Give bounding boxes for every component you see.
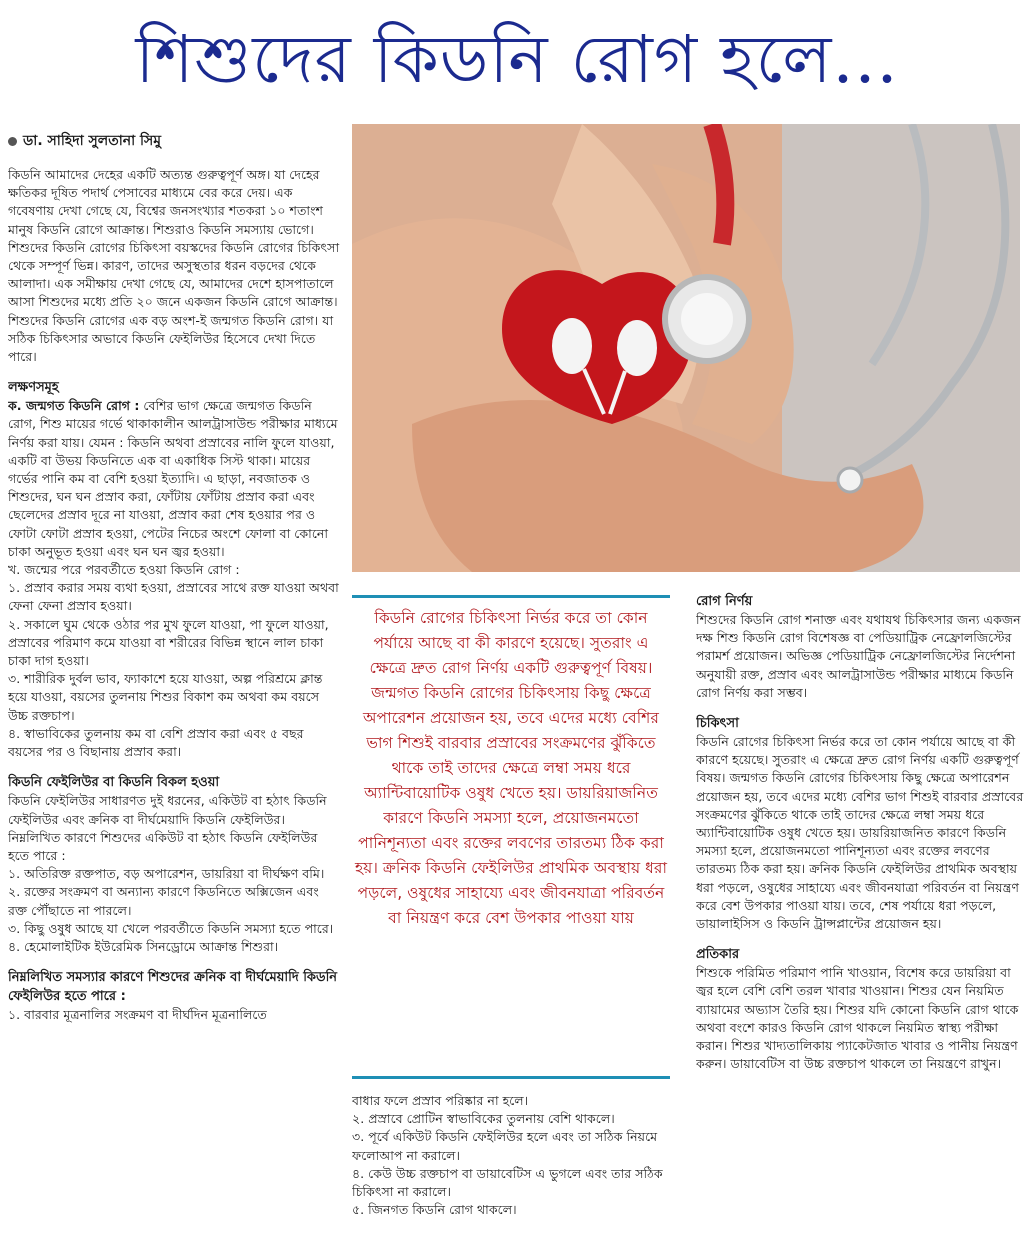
list-item: ২. প্রস্রাবে প্রোটিন স্বাভাবিকের তুলনায় বেশি থাকলে।	[352, 1111, 615, 1127]
symptoms-a-paragraph	[8, 397, 340, 561]
list-item: ২. রক্তের সংক্রমণ বা অন্যান্য কারণে কিডনিতে অক্সিজেন এবং রক্ত পৌঁছাতে না পারলে।	[8, 884, 319, 918]
list-item: ১. অতিরিক্ত রক্তপাত, বড় অপারেশন, ডায়রিয়া বা দীর্ঘক্ষণ বমি।	[8, 866, 325, 882]
symptoms-b-intro: খ. জন্মের পরে পরবর্তীতে হওয়া কিডনি রোগ :	[8, 562, 240, 578]
symptoms-a-label: ক. জন্মগত কিডনি রোগ :	[8, 398, 140, 414]
continuation-text: বাধার ফলে প্রস্রাব পরিষ্কার না হলে।	[352, 1093, 529, 1108]
kidney-icon	[552, 318, 592, 374]
bullet-dot-icon	[8, 137, 17, 146]
failure-heading: কিডনি ফেইলিউর বা কিডনি বিকল হওয়া	[8, 775, 220, 791]
intro-paragraph: কিডনি আমাদের দেহের একটি অত্যন্ত গুরুত্বপূর্ণ অঙ্গ। যা দেহের ক্ষতিকর দূষিত পদার্থ পেসাবের মাধ্যমে বের করে দেয়। এক গবেষণায় দেখা গেছে যে, বিশ্বের জনসংখ্যার শতকরা ১০ শতাংশ মানুষ কিডনি রোগে আক্রান্ত। শিশুরাও কিডনি সমস্যায় ভোগে। শিশুদের কিডনি রোগের চিকিৎসা বয়স্কদের কিডনি রোগের চিকিৎসা থেকে সম্পূর্ণ ভিন্ন। কারণ, তাদের অসুস্থতার ধরন বড়দের থেকে আলাদা। এক সমীক্ষায় দেখা গেছে যে, আমাদের দেশে হাসপাতালে আসা শিশুদের মধ্যে প্রতি ২০ জনে একজন কিডনি রোগে আক্রান্ত। শিশুদের কিডনি রোগের এক বড় অংশ-ই জন্মগত কিডনি রোগ। যা সঠিক চিকিৎসার অভাবে কিডনি ফেইলিউর হিসেবে দেখা দিতে পারে।	[8, 167, 340, 365]
chronic-heading: নিম্নলিখিত সমস্যার কারণে শিশুদের ক্রনিক বা দীর্ঘমেয়াদি কিডনি ফেইলিউর হতে পারে :	[8, 970, 338, 1005]
treatment-heading: চিকিৎসা	[696, 716, 739, 732]
list-item: ৪. স্বাভাবিকের তুলনায় কম বা বেশি প্রস্রাব করা এবং ৫ বছর বয়সের পর ও বিছানায় প্রস্রাব করা।	[8, 725, 304, 760]
byline	[8, 130, 340, 152]
symptoms-a-text: বেশির ভাগ ক্ষেত্রে জন্মগত কিডনি রোগ, শিশু মায়ের গর্ভে থাকাকালীন আলট্রাসাউন্ড পরীক্ষার মাধ্যমে নির্ণয় করা যায়। যেমন : কিডনি অথবা প্রস্রাবের নালি ফুলে যাওয়া, একটি বা উভয় কিডনিতে এক বা একাধিক সিস্ট থাকা। মায়ের গর্ভের পানি কম বা বেশি হওয়া ইত্যাদি। এ ছাড়া, নবজাতক ও শিশুদের, ঘন ঘন প্রস্রাব করা, ফোঁটায় ফোঁটায় প্রস্রাব করা এবং ছেলেদের প্রস্রাব দূরে না যাওয়া, প্রস্রাব করা শেষ হওয়ার পর ও ফোটা ফোটা প্রস্রাব হওয়া, পেটের নিচের অংশে ফোলা বা কোনো চাকা অনুভূত হওয়া এবং ঘন ঘন জ্বর হওয়া।	[8, 398, 338, 559]
list-item: ২. সকালে ঘুম থেকে ওঠার পর মুখ ফুলে যাওয়া, পা ফুলে যাওয়া, প্রস্রাবের পরিমাণ কমে যাওয়া বা শরীরের বিভিন্ন স্থানে লাল চাকা চাকা দাগ হওয়া।	[8, 616, 329, 669]
list-item: ১. প্রস্রাব করার সময় ব্যথা হওয়া, প্রস্রাবের সাথে রক্ত যাওয়া অথবা ফেনা ফেনা প্রস্রাব হওয়া।	[8, 580, 339, 614]
left-column	[8, 130, 340, 1240]
prevention-paragraph: শিশুকে পরিমিত পরিমাণ পানি খাওয়ান, বিশেষ করে ডায়রিয়া বা জ্বর হলে বেশি বেশি তরল খাবার খাওয়ান। শিশুর যেন নিয়মিত ব্যায়ামের অভ্যাস তৈরি হয়। শিশুর যদি কোনো কিডনি রোগ থাকে অথবা বংশে কারও কিডনি রোগ থাকলে নিয়মিত স্বাস্থ্য পরীক্ষা করান। শিশুর খাদ্যতালিকায় প্যাকেটজাত খাবার ও পানীয় নিয়ন্ত্রণ করুন। ডায়াবেটিস বা উচ্চ রক্তচাপ থাকলে তা নিয়ন্ত্রণে রাখুন।	[696, 965, 1019, 1072]
right-column	[696, 592, 1026, 1238]
treatment-paragraph: কিডনি রোগের চিকিৎসা নির্ভর করে তা কোন পর্যায়ে আছে বা কী কারণে হয়েছে। সুতরাং এ ক্ষেত্রে দ্রুত রোগ নির্ণয় একটি গুরুত্বপূর্ণ বিষয়। জন্মগত কিডনি রোগের চিকিৎসায় কিছু ক্ষেত্রে অপারেশন প্রয়োজন হয়, তবে এদের মধ্যে বেশির ভাগ শিশুই বারবার প্রস্রাবের সংক্রমণের ঝুঁকিতে থাকে তাই তাদের ক্ষেত্রে লম্বা সময় ধরে অ্যান্টিবায়োটিক ওষুধ খেতে হয়। ডায়রিয়াজনিত কারণে কিডনি সমস্যা হলে, প্রয়োজনমতো পানিশূন্যতা এবং রক্তের লবণের তারতম্য ঠিক করা হয়। ক্রনিক কিডনি ফেইলিউর প্রাথমিক অবস্থায় ধরা পড়লে, ওষুধের সাহায্যে এবং জীবনযাত্রা পরিবর্তন বা নিয়ন্ত্রণ করে বেশ উপকার পাওয়া যায়। তবে, শেষ পর্যায়ে ধরা পড়লে, ডায়ালাইসিস ও কিডনি ট্রান্সপ্লান্টের প্রয়োজন হয়।	[696, 734, 1024, 932]
hero-photo	[352, 124, 1020, 572]
pull-quote: কিডনি রোগের চিকিৎসা নির্ভর করে তা কোন পর্যায়ে আছে বা কী কারণে হয়েছে। সুতরাং এ ক্ষেত্রে দ্রুত রোগ নির্ণয় একটি গুরুত্বপূর্ণ বিষয়। জন্মগত কিডনি রোগের চিকিৎসায় কিছু ক্ষেত্রে অপারেশন প্রয়োজন হয়, তবে এদের মধ্যে বেশির ভাগ শিশুই বারবার প্রস্রাবের সংক্রমণের ঝুঁকিতে থাকে তাই তাদের ক্ষেত্রে লম্বা সময় ধরে অ্যান্টিবায়োটিক ওষুধ খেতে হয়। ডায়রিয়াজনিত কারণে কিডনি সমস্যা হলে, প্রয়োজনমতো পানিশূন্যতা এবং রক্তের লবণের তারতম্য ঠিক করা হয়। ক্রনিক কিডনি ফেইলিউর প্রাথমিক অবস্থায় ধরা পড়লে, ওষুধের সাহায্যে এবং জীবনযাত্রা পরিবর্তন বা নিয়ন্ত্রণ করে বেশ উপকার পাওয়া যায়	[352, 595, 670, 1079]
headline: শিশুদের কিডনি রোগ হলে...	[135, 21, 899, 98]
middle-bottom-column	[352, 1092, 678, 1238]
author-name: ডা. সাহিদা সুলতানা সিমু	[23, 133, 162, 149]
diagnosis-heading: রোগ নির্ণয়	[696, 594, 753, 609]
prevention-heading: প্রতিকার	[696, 947, 740, 963]
list-item: ৩. শারীরিক দুর্বল ভাব, ফ্যাকাশে হয়ে যাওয়া, অল্প পরিশ্রমে ক্লান্ত হয়ে যাওয়া, বয়সের তুলনায় শিশুর বিকাশ কম অথবা কম বয়সে উচ্চ রক্তচাপ।	[8, 671, 323, 723]
diagnosis-paragraph: শিশুদের কিডনি রোগ শনাক্ত এবং যথাযথ চিকিৎসার জন্য একজন দক্ষ শিশু কিডনি রোগ বিশেষজ্ঞ বা পেডিয়াট্রিক নেফ্রোলজিস্টের পরামর্শ প্রয়োজন। অভিজ্ঞ পেডিয়াট্রিক নেফ্রোলজিস্টের নির্দেশনা অনুযায়ী রক্ত, প্রস্রাব এবং আলট্রাসাউন্ড পরীক্ষার মাধ্যমে কিডনি রোগ নির্ণয় করা সম্ভব।	[696, 612, 1021, 700]
list-item: ৪. হেমোলাইটিক ইউরেমিক সিনড্রোমে আক্রান্ত শিশুরা।	[8, 938, 279, 954]
list-item: ৪. কেউ উচ্চ রক্তচাপ বা ডায়াবেটিস এ ভুগলে এবং তার সঠিক চিকিৎসা না করালে।	[352, 1165, 663, 1200]
failure-paragraph: কিডনি ফেইলিউর সাধারণত দুই ধরনের, একিউট বা হঠাৎ কিডনি ফেইলিউর এবং ক্রনিক বা দীর্ঘমেয়াদি কিডনি ফেইলিউর। নিম্নলিখিত কারণে শিশুদের একিউট বা হঠাৎ কিডনি ফেইলিউর হতে পারে :	[8, 793, 327, 863]
list-item: ৩. পূর্বে একিউট কিডনি ফেইলিউর হলে এবং তা সঠিক নিয়মে ফলোআপ না করালে।	[352, 1129, 658, 1163]
symptoms-heading: লক্ষণসমূহ	[8, 380, 59, 396]
list-item: ৫. জিনগত কিডনি রোগ থাকলে।	[352, 1202, 517, 1218]
list-item: ১. বারবার মূত্রনালির সংক্রমণ বা দীর্ঘদিন মূত্রনালিতে	[8, 1007, 267, 1023]
hands-heart-stethoscope-illustration	[352, 124, 1020, 572]
kidney-icon	[617, 320, 657, 376]
list-item: ৩. কিছু ওষুধ আছে যা খেলে পরবর্তীতে কিডনি সমস্যা হতে পারে।	[8, 920, 334, 936]
